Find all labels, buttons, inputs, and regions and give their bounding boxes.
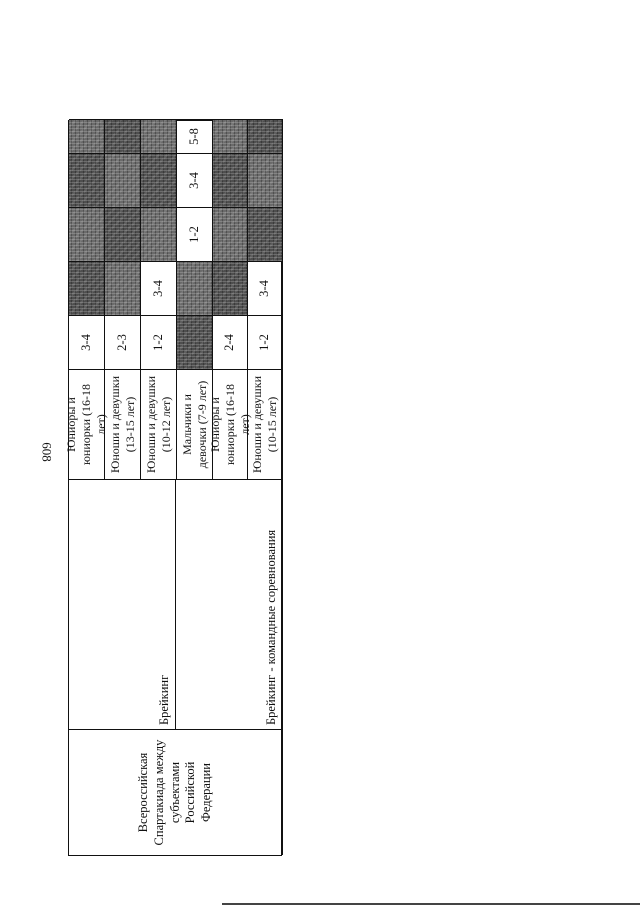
- place-cell: [141, 315, 177, 369]
- place-cell: [248, 119, 283, 153]
- place-cell: [213, 315, 248, 369]
- place-cell: [177, 119, 213, 153]
- place-cell: [213, 207, 248, 261]
- place-cell: [141, 207, 177, 261]
- place-cell: [105, 207, 141, 261]
- place-value: 3-4: [186, 172, 201, 189]
- age-group-label: Юноши и девушки (13-15 лет): [107, 375, 137, 474]
- age-group-cell: [105, 369, 141, 479]
- discipline-cell-breaking: [69, 479, 176, 729]
- place-cell: [177, 207, 213, 261]
- age-group-label: Мальчики и девочки (7-9 лет): [179, 380, 209, 469]
- place-value: 2-3: [114, 334, 129, 351]
- place-cell: [69, 119, 105, 153]
- age-group-cell: [64, 369, 108, 479]
- place-cell: [69, 207, 105, 261]
- discipline-name: Брейкинг: [157, 674, 172, 725]
- place-cell: [248, 207, 283, 261]
- place-value: 3-4: [78, 334, 93, 351]
- place-cell: [105, 153, 141, 207]
- place-cell: [177, 261, 213, 315]
- place-cell: [141, 261, 177, 315]
- place-cell: [248, 153, 283, 207]
- place-cell: [69, 153, 105, 207]
- place-cell: [105, 119, 141, 153]
- results-table: [64, 120, 282, 856]
- age-group-cell: [207, 369, 252, 479]
- place-cell: [213, 261, 248, 315]
- place-cell: [69, 261, 105, 315]
- discipline-name: Брейкинг - командные соревнования: [264, 529, 279, 725]
- age-group-cell: [248, 369, 283, 479]
- discipline-cell-team: [176, 479, 283, 729]
- place-cell: [248, 315, 283, 369]
- place-value: 1-2: [150, 334, 165, 351]
- place-cell: [213, 119, 248, 153]
- place-value: 3-4: [257, 280, 272, 297]
- place-cell: [177, 153, 213, 207]
- place-cell: [141, 153, 177, 207]
- age-group-label: Юниоры и юниорки (16-18 лет): [207, 383, 252, 466]
- place-cell: [69, 315, 105, 369]
- place-value: 3-4: [150, 280, 165, 297]
- event-name: Всероссийская Спартакиада между субъектами Российской Федерации: [136, 739, 213, 846]
- age-group-label: Юноши и девушки (10-15 лет): [250, 375, 279, 474]
- place-cell: [248, 261, 283, 315]
- age-group-cell: [141, 369, 177, 479]
- place-value: 1-2: [186, 226, 201, 243]
- place-value: 5-8: [186, 128, 201, 145]
- table-frame: [64, 120, 279, 846]
- place-cell: [105, 315, 141, 369]
- place-value: 2-4: [222, 334, 237, 351]
- age-group-label: Юниоры и юниорки (16-18 лет): [64, 383, 108, 466]
- rotated-table: [64, 120, 282, 856]
- place-cell: [177, 315, 213, 369]
- page-number: 608: [39, 442, 55, 462]
- place-cell: [105, 261, 141, 315]
- place-value: 1-2: [257, 334, 272, 351]
- event-cell: [69, 729, 283, 855]
- place-cell: [141, 119, 177, 153]
- place-cell: [213, 153, 248, 207]
- age-group-label: Юноши и девушки (10-12 лет): [143, 375, 173, 474]
